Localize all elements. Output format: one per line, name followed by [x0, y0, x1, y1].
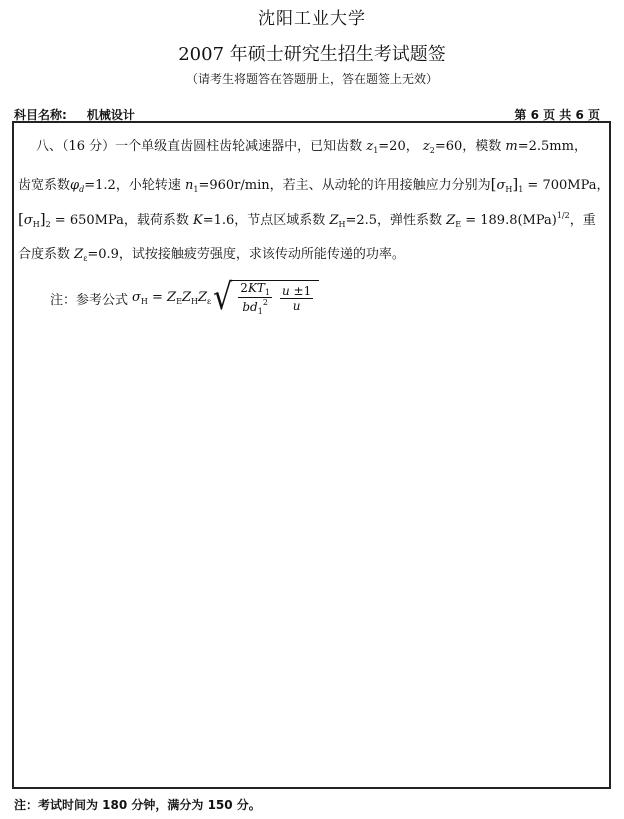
reference-formula: 注：参考公式 $\sigma_H = Z_EZ_HZ_\varepsilon$ √ $\frac{2KT_1}{bd_1^2}$ $\frac{u \pm 1}{u}$ — [50, 280, 319, 316]
page-info: 第 6 页 共 6 页 — [514, 108, 600, 122]
answer-notice: （请考生将题答在答题册上，答在题签上无效） — [185, 72, 438, 86]
exam-title: 2007 年硕士研究生招生考试题签 — [178, 44, 446, 65]
subject-value: 机械设计 — [86, 108, 135, 122]
square-root: √ $\frac{2KT_1}{bd_1^2}$ $\frac{u \pm 1}{u}$ — [213, 280, 319, 316]
formula-label: 注：参考公式 — [50, 292, 129, 308]
question-line-3: $[\sigma_H]_2 = 650MPa$，载荷系数 K=1.6，节点区域系数 $Z_H=2.5$，弹性系数 $Z_E = 189.8(MPa)^{1/2}$，重 — [18, 210, 596, 229]
exam-footer-note: 注：考试时间为 180 分钟，满分为 150 分。 — [14, 798, 261, 812]
question-line-4: 合度系数 $Z_\varepsilon=0.9$，试按接触疲劳强度，求该传动所能传递的功率。 — [18, 247, 405, 263]
subject-label: 科目名称: — [14, 108, 67, 122]
question-line-1: 八、（16 分）一个单级直齿圆柱齿轮减速器中，已知齿数 $z_1=20$， $z_2=60$，模数 m=2.5mm， — [36, 139, 587, 155]
university-name: 沈阳工业大学 — [258, 9, 366, 29]
question-line-2: 齿宽系数$\varphi_d=1.2$，小轮转速 $n_1=960r/\min$，若主、从动轮的许用接触应力分别为$[\sigma_H]_1 = 700MPa$， — [18, 175, 610, 194]
